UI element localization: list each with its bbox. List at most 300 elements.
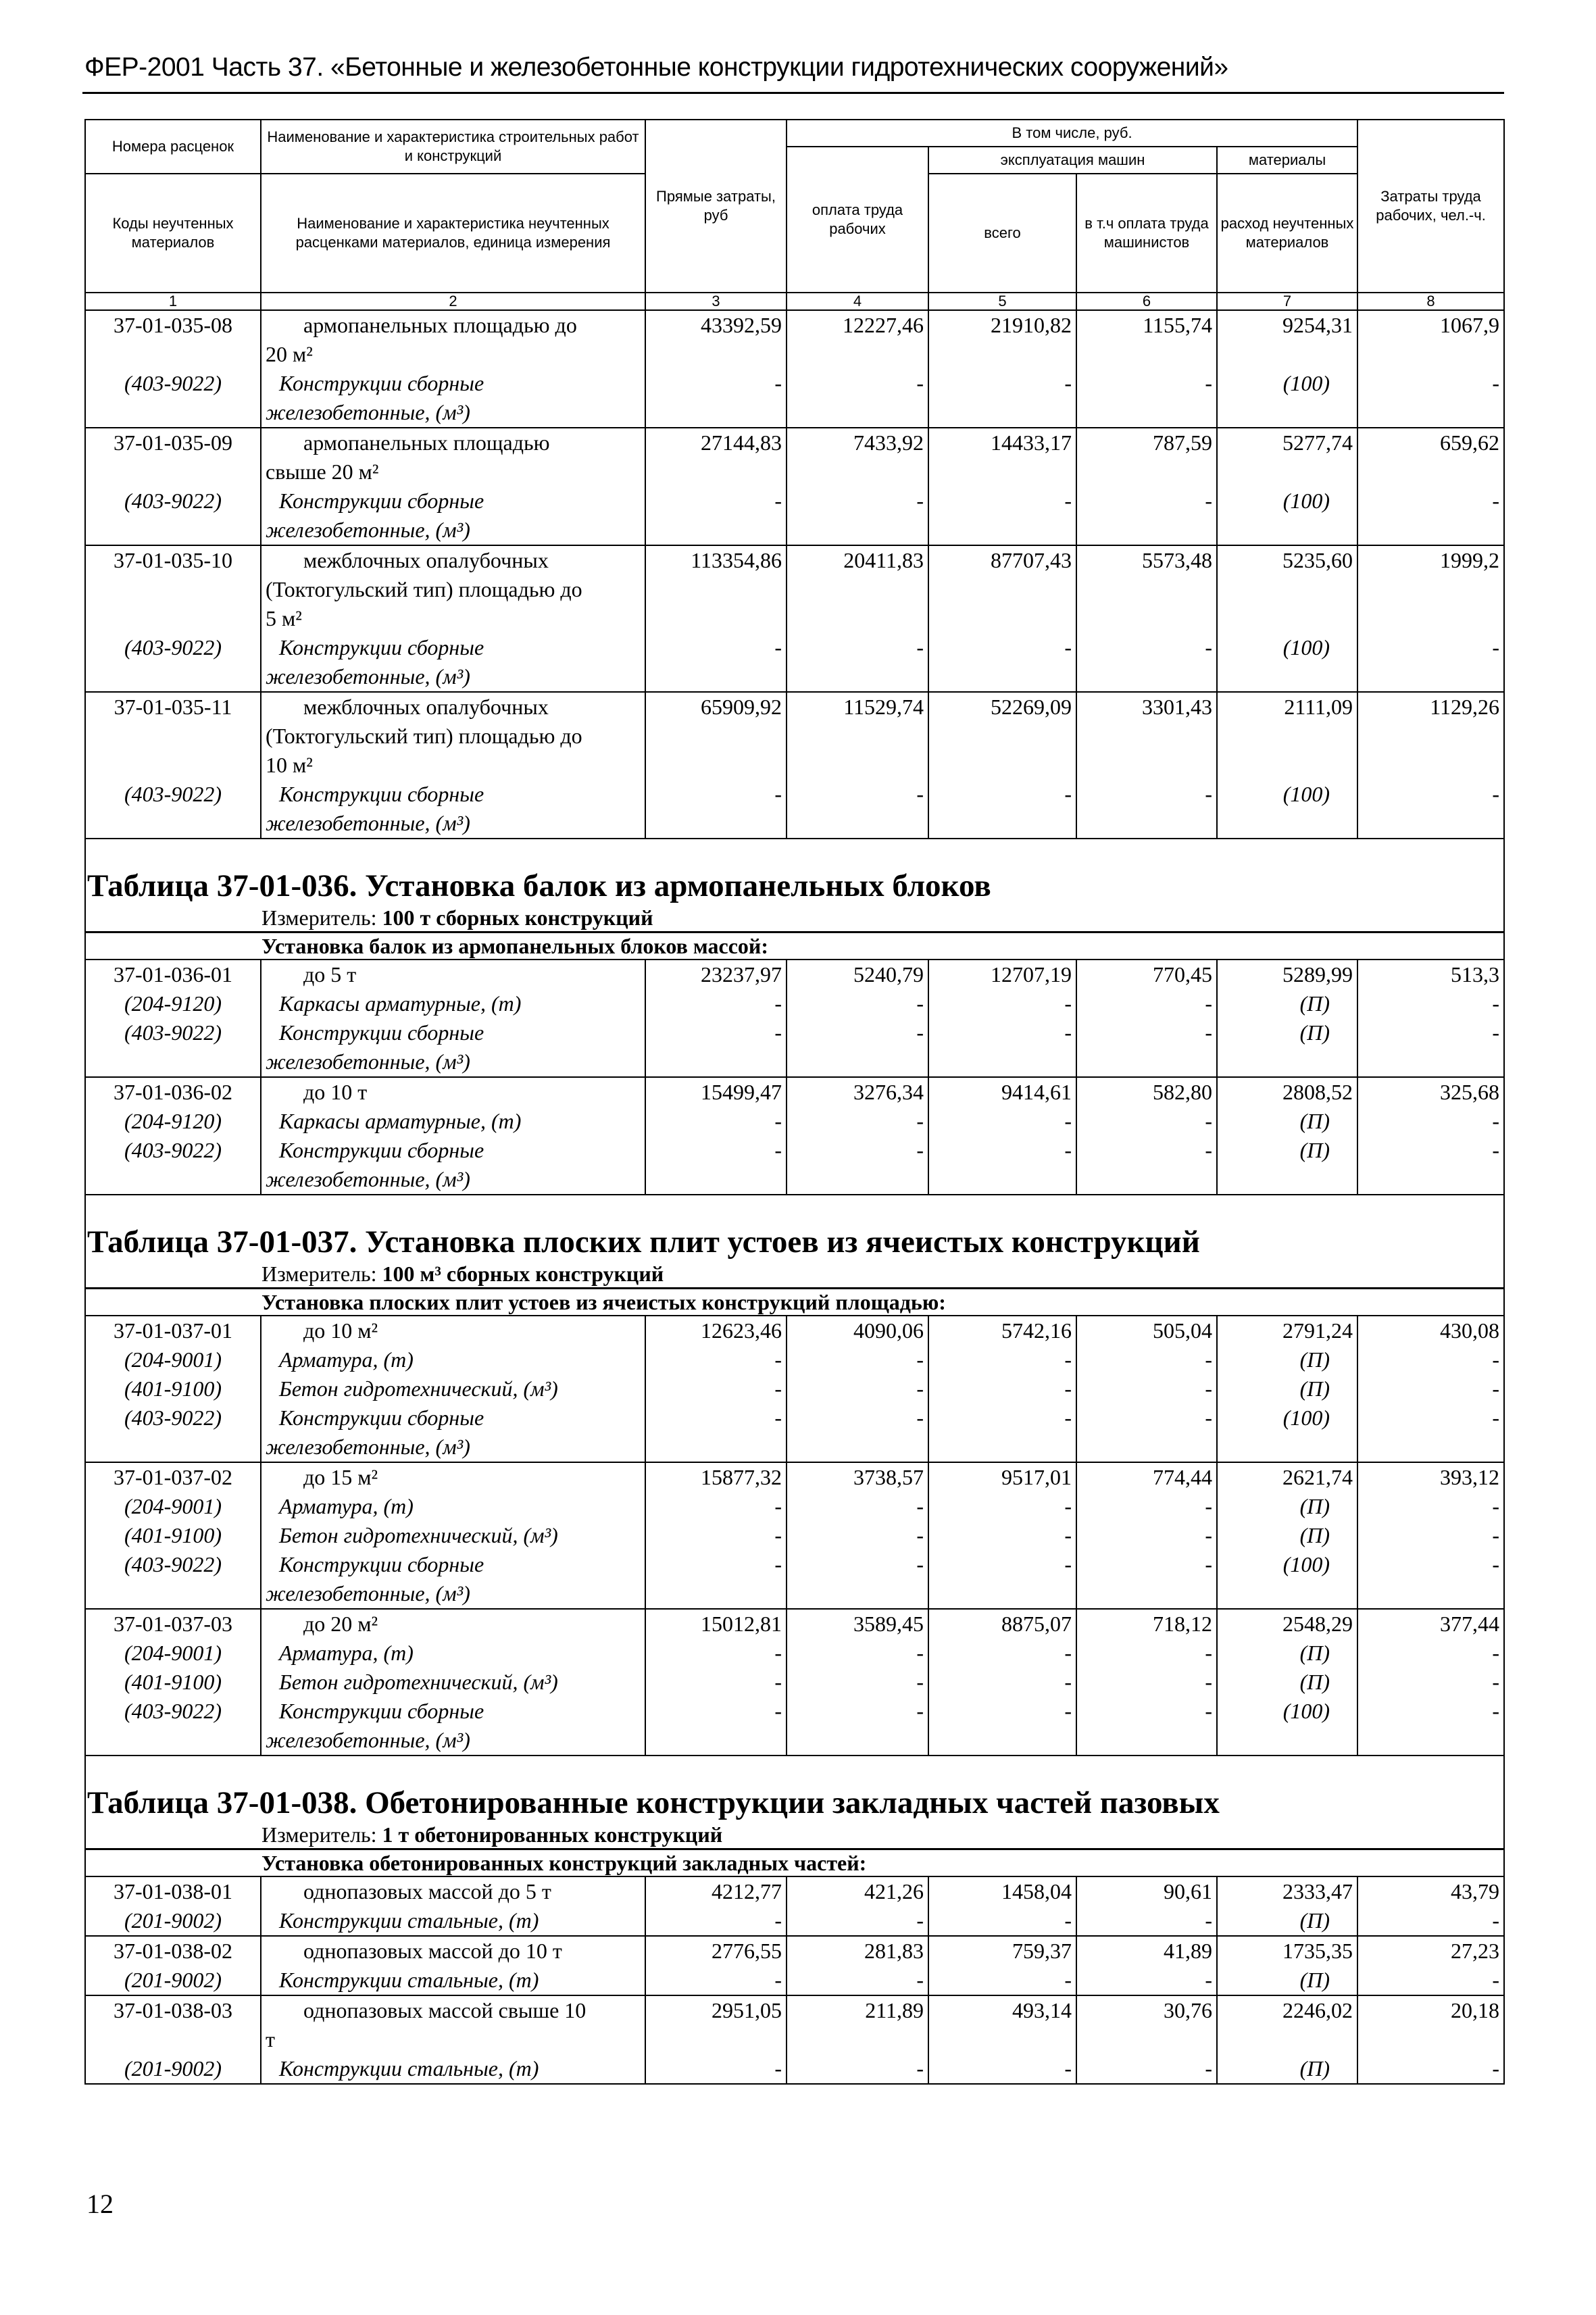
material-value-col6: - (1076, 369, 1217, 428)
material-value-col6: - (1076, 1550, 1217, 1609)
material-row (85, 369, 1504, 428)
material-value-col7: (П) (1217, 1668, 1357, 1697)
material-name: Конструкции сборные железобетонные, (м³) (261, 1697, 645, 1756)
rate-value-col7: 9254,31 (1217, 310, 1357, 369)
rate-name: армопанельных площадью до 20 м² (261, 310, 645, 369)
material-code: (403-9022) (85, 487, 261, 545)
rate-value-col8: 377,44 (1357, 1609, 1504, 1639)
material-value-col6: - (1076, 1697, 1217, 1756)
material-value-col5: - (928, 1639, 1076, 1668)
material-value-col6: - (1076, 1639, 1217, 1668)
material-value-col4: - (787, 1697, 928, 1756)
rate-name: межблочных опалубочных (Токтогульский тип) площадью до 10 м² (261, 692, 645, 780)
rate-value-col8: 1129,26 (1357, 692, 1504, 780)
material-name: Конструкции сборные железобетонные, (м³) (261, 1018, 645, 1077)
rate-code: 37-01-035-11 (85, 692, 261, 780)
rate-value-col3: 2776,55 (645, 1936, 787, 1966)
rate-name: до 15 м² (261, 1462, 645, 1492)
rate-code: 37-01-036-02 (85, 1077, 261, 1107)
rate-value-col6: 5573,48 (1076, 545, 1217, 633)
material-code: (403-9022) (85, 1697, 261, 1756)
material-value-col8: - (1357, 369, 1504, 428)
column-number: 7 (1217, 293, 1357, 310)
unit-label: Измеритель: (261, 1262, 377, 1286)
material-value-col3: - (645, 1966, 787, 1995)
material-row (85, 1668, 1504, 1697)
material-value-col7: (100) (1217, 487, 1357, 545)
col4-header: оплата труда рабочих (787, 147, 928, 293)
material-row (85, 1345, 1504, 1374)
material-value-col4: - (787, 780, 928, 839)
material-code: (201-9002) (85, 2054, 261, 2084)
rate-value-col5: 9414,61 (928, 1077, 1076, 1107)
material-value-col3: - (645, 1018, 787, 1077)
material-value-col8: - (1357, 487, 1504, 545)
rate-value-col7: 2111,09 (1217, 692, 1357, 780)
table-title: Таблица 37-01-038. Обетонированные конструкции закладных частей пазовых (85, 1756, 1504, 1821)
material-row (85, 487, 1504, 545)
rate-value-col4: 5240,79 (787, 960, 928, 989)
material-name: Конструкции сборные железобетонные, (м³) (261, 369, 645, 428)
column-number: 6 (1076, 293, 1217, 310)
material-code: (403-9022) (85, 369, 261, 428)
material-value-col6: - (1076, 1521, 1217, 1550)
material-value-col8: - (1357, 1521, 1504, 1550)
rate-value-col3: 113354,86 (645, 545, 787, 633)
material-value-col4: - (787, 1906, 928, 1936)
rate-value-col5: 8875,07 (928, 1609, 1076, 1639)
material-value-col7: (П) (1217, 1374, 1357, 1403)
material-value-col4: - (787, 1492, 928, 1521)
material-row (85, 1107, 1504, 1136)
column-number: 2 (261, 293, 645, 310)
rate-value-col6: 774,44 (1076, 1462, 1217, 1492)
material-value-col5: - (928, 780, 1076, 839)
material-code: (401-9100) (85, 1521, 261, 1550)
rate-value-col4: 3738,57 (787, 1462, 928, 1492)
material-value-col8: - (1357, 1668, 1504, 1697)
rate-value-col8: 430,08 (1357, 1316, 1504, 1345)
column-number: 8 (1357, 293, 1504, 310)
material-value-col7: (П) (1217, 1136, 1357, 1195)
material-value-col6: - (1076, 1345, 1217, 1374)
rate-value-col4: 12227,46 (787, 310, 928, 369)
rate-row (85, 692, 1504, 780)
rate-value-col3: 43392,59 (645, 310, 787, 369)
material-value-col4: - (787, 1345, 928, 1374)
material-code: (401-9100) (85, 1374, 261, 1403)
material-value-col5: - (928, 1107, 1076, 1136)
material-value-col8: - (1357, 780, 1504, 839)
rate-value-col5: 5742,16 (928, 1316, 1076, 1345)
material-value-col6: - (1076, 1492, 1217, 1521)
material-row (85, 1906, 1504, 1936)
material-name: Бетон гидротехнический, (м³) (261, 1668, 645, 1697)
material-value-col7: (П) (1217, 989, 1357, 1018)
subheading: Установка балок из армопанельных блоков массой: (85, 932, 1504, 960)
material-value-col3: - (645, 1521, 787, 1550)
material-value-col8: - (1357, 1345, 1504, 1374)
rate-code: 37-01-035-10 (85, 545, 261, 633)
rate-value-col8: 1067,9 (1357, 310, 1504, 369)
rate-value-col7: 2621,74 (1217, 1462, 1357, 1492)
material-name: Бетон гидротехнический, (м³) (261, 1374, 645, 1403)
rate-value-col5: 493,14 (928, 1995, 1076, 2054)
rate-value-col7: 5277,74 (1217, 428, 1357, 487)
rate-value-col3: 27144,83 (645, 428, 787, 487)
rate-row (85, 310, 1504, 369)
material-value-col5: - (928, 1668, 1076, 1697)
material-row (85, 1374, 1504, 1403)
material-value-col6: - (1076, 633, 1217, 692)
rate-name: до 20 м² (261, 1609, 645, 1639)
rate-value-col4: 421,26 (787, 1876, 928, 1906)
rate-value-col5: 759,37 (928, 1936, 1076, 1966)
unit-cell (85, 1260, 1504, 1289)
page-header: ФЕР-2001 Часть 37. «Бетонные и железобетонные конструкции гидротехнических сооружений» (84, 53, 1228, 82)
material-value-col7: (100) (1217, 369, 1357, 428)
rate-value-col4: 11529,74 (787, 692, 928, 780)
material-value-col8: - (1357, 1018, 1504, 1077)
rate-value-col7: 2246,02 (1217, 1995, 1357, 2054)
rate-value-col5: 14433,17 (928, 428, 1076, 487)
material-value-col4: - (787, 1966, 928, 1995)
rate-value-col7: 1735,35 (1217, 1936, 1357, 1966)
col1-header-bottom: Коды неучтенных материалов (85, 174, 261, 293)
rate-row (85, 1462, 1504, 1492)
material-value-col5: - (928, 1345, 1076, 1374)
rate-value-col3: 15012,81 (645, 1609, 787, 1639)
col5-header: всего (928, 174, 1076, 293)
rate-value-col7: 2548,29 (1217, 1609, 1357, 1639)
material-value-col3: - (645, 1550, 787, 1609)
material-value-col4: - (787, 1668, 928, 1697)
material-value-col6: - (1076, 780, 1217, 839)
material-value-col7: (П) (1217, 1492, 1357, 1521)
rate-row (85, 1077, 1504, 1107)
rate-value-col3: 4212,77 (645, 1876, 787, 1906)
material-code: (204-9001) (85, 1345, 261, 1374)
material-row (85, 1639, 1504, 1668)
material-value-col3: - (645, 1136, 787, 1195)
material-value-col7: (П) (1217, 1345, 1357, 1374)
material-name: Конструкции стальные, (т) (261, 1906, 645, 1936)
col1-header-top: Номера расценок (85, 120, 261, 174)
col7-header: расход неучтенных материалов (1217, 174, 1357, 293)
material-row (85, 1492, 1504, 1521)
material-value-col5: - (928, 1550, 1076, 1609)
rate-row (85, 428, 1504, 487)
material-value-col7: (П) (1217, 1906, 1357, 1936)
material-name: Конструкции сборные железобетонные, (м³) (261, 1136, 645, 1195)
material-name: Арматура, (т) (261, 1492, 645, 1521)
material-code: (403-9022) (85, 1136, 261, 1195)
material-name: Арматура, (т) (261, 1345, 645, 1374)
material-value-col3: - (645, 487, 787, 545)
material-value-col3: - (645, 1374, 787, 1403)
rate-value-col3: 65909,92 (645, 692, 787, 780)
table-body (85, 120, 1504, 2084)
material-value-col8: - (1357, 1403, 1504, 1462)
column-number: 3 (645, 293, 787, 310)
material-name: Конструкции сборные железобетонные, (м³) (261, 1550, 645, 1609)
material-value-col7: (100) (1217, 1550, 1357, 1609)
material-value-col4: - (787, 369, 928, 428)
material-value-col8: - (1357, 1966, 1504, 1995)
rate-value-col4: 20411,83 (787, 545, 928, 633)
subheading-row (85, 932, 1504, 960)
material-code: (403-9022) (85, 780, 261, 839)
material-row (85, 1018, 1504, 1077)
material-value-col8: - (1357, 1374, 1504, 1403)
unit-value: 1 т обетонированных конструкций (382, 1822, 723, 1847)
rate-name: до 10 м² (261, 1316, 645, 1345)
material-value-col3: - (645, 633, 787, 692)
material-value-col3: - (645, 1639, 787, 1668)
material-code: (403-9022) (85, 1403, 261, 1462)
material-value-col5: - (928, 2054, 1076, 2084)
rate-code: 37-01-038-03 (85, 1995, 261, 2054)
rate-name: однопазовых массой до 10 т (261, 1936, 645, 1966)
rate-value-col6: 41,89 (1076, 1936, 1217, 1966)
material-value-col3: - (645, 1403, 787, 1462)
table-title-row (85, 839, 1504, 904)
table-title-row (85, 1195, 1504, 1260)
unit-cell (85, 1821, 1504, 1849)
header-row-1 (85, 120, 1504, 147)
material-value-col5: - (928, 1136, 1076, 1195)
rate-value-col6: 770,45 (1076, 960, 1217, 989)
material-value-col3: - (645, 1668, 787, 1697)
rate-value-col4: 3276,34 (787, 1077, 928, 1107)
material-code: (204-9120) (85, 989, 261, 1018)
rate-value-col7: 2791,24 (1217, 1316, 1357, 1345)
rate-value-col6: 90,61 (1076, 1876, 1217, 1906)
rate-value-col5: 52269,09 (928, 692, 1076, 780)
unit-row (85, 1260, 1504, 1289)
material-value-col6: - (1076, 1966, 1217, 1995)
material-code: (204-9001) (85, 1639, 261, 1668)
rate-value-col5: 21910,82 (928, 310, 1076, 369)
material-name: Конструкции сборные железобетонные, (м³) (261, 780, 645, 839)
rate-value-col6: 3301,43 (1076, 692, 1217, 780)
material-value-col5: - (928, 1018, 1076, 1077)
rate-code: 37-01-035-08 (85, 310, 261, 369)
material-value-col5: - (928, 633, 1076, 692)
material-value-col5: - (928, 487, 1076, 545)
material-value-col4: - (787, 487, 928, 545)
subheading: Установка обетонированных конструкций закладных частей: (85, 1849, 1504, 1877)
rate-code: 37-01-038-02 (85, 1936, 261, 1966)
material-code: (401-9100) (85, 1668, 261, 1697)
materials-header: материалы (1217, 147, 1357, 174)
material-value-col5: - (928, 1906, 1076, 1936)
header-rule (82, 92, 1504, 94)
subheading: Установка плоских плит устоев из ячеистых конструкций площадью: (85, 1289, 1504, 1316)
material-value-col6: - (1076, 1906, 1217, 1936)
column-number: 4 (787, 293, 928, 310)
col3-header: Прямые затраты, руб (645, 120, 787, 293)
material-value-col6: - (1076, 1403, 1217, 1462)
material-value-col4: - (787, 1107, 928, 1136)
table-title-row (85, 1756, 1504, 1821)
rate-code: 37-01-037-03 (85, 1609, 261, 1639)
material-value-col7: (П) (1217, 1521, 1357, 1550)
rate-row (85, 1995, 1504, 2054)
material-code: (204-9001) (85, 1492, 261, 1521)
rate-value-col6: 718,12 (1076, 1609, 1217, 1639)
rate-value-col7: 2808,52 (1217, 1077, 1357, 1107)
material-value-col4: - (787, 633, 928, 692)
material-value-col6: - (1076, 1018, 1217, 1077)
material-name: Конструкции стальные, (т) (261, 1966, 645, 1995)
material-value-col8: - (1357, 1550, 1504, 1609)
material-code: (403-9022) (85, 633, 261, 692)
rate-row (85, 1936, 1504, 1966)
rate-name: межблочных опалубочных (Токтогульский тип) площадью до 5 м² (261, 545, 645, 633)
material-value-col3: - (645, 369, 787, 428)
material-value-col7: (П) (1217, 1107, 1357, 1136)
material-row (85, 989, 1504, 1018)
rate-value-col7: 5289,99 (1217, 960, 1357, 989)
rate-name: до 10 т (261, 1077, 645, 1107)
material-value-col7: (П) (1217, 1018, 1357, 1077)
rate-value-col6: 30,76 (1076, 1995, 1217, 2054)
material-code: (201-9002) (85, 1966, 261, 1995)
material-row (85, 1697, 1504, 1756)
material-code: (201-9002) (85, 1906, 261, 1936)
rate-value-col6: 505,04 (1076, 1316, 1217, 1345)
material-row (85, 1966, 1504, 1995)
rate-code: 37-01-035-09 (85, 428, 261, 487)
material-value-col5: - (928, 1697, 1076, 1756)
material-value-col4: - (787, 1550, 928, 1609)
rate-name: армопанельных площадью свыше 20 м² (261, 428, 645, 487)
unit-value: 100 м³ сборных конструкций (382, 1262, 664, 1286)
table-title: Таблица 37-01-036. Установка балок из армопанельных блоков (85, 839, 1504, 904)
material-value-col3: - (645, 1697, 787, 1756)
material-name: Конструкции стальные, (т) (261, 2054, 645, 2084)
unit-cell (85, 904, 1504, 932)
material-value-col5: - (928, 1966, 1076, 1995)
rate-row (85, 960, 1504, 989)
material-value-col6: - (1076, 1107, 1217, 1136)
material-value-col5: - (928, 989, 1076, 1018)
material-name: Конструкции сборные железобетонные, (м³) (261, 487, 645, 545)
material-value-col8: - (1357, 1697, 1504, 1756)
material-value-col5: - (928, 1374, 1076, 1403)
material-value-col4: - (787, 1521, 928, 1550)
rate-value-col6: 582,80 (1076, 1077, 1217, 1107)
rate-name: до 5 т (261, 960, 645, 989)
material-value-col4: - (787, 1018, 928, 1077)
material-name: Бетон гидротехнический, (м³) (261, 1521, 645, 1550)
material-value-col7: (100) (1217, 633, 1357, 692)
material-row (85, 1403, 1504, 1462)
material-value-col7: (П) (1217, 2054, 1357, 2084)
material-value-col6: - (1076, 989, 1217, 1018)
rate-value-col3: 12623,46 (645, 1316, 787, 1345)
subheading-row (85, 1289, 1504, 1316)
material-value-col4: - (787, 989, 928, 1018)
rate-row (85, 1316, 1504, 1345)
material-value-col5: - (928, 369, 1076, 428)
unit-row (85, 1821, 1504, 1849)
rate-value-col7: 5235,60 (1217, 545, 1357, 633)
subheading-row (85, 1849, 1504, 1877)
material-value-col8: - (1357, 1107, 1504, 1136)
material-value-col7: (100) (1217, 1697, 1357, 1756)
rate-value-col5: 1458,04 (928, 1876, 1076, 1906)
unit-label: Измеритель: (261, 905, 377, 930)
material-row (85, 1136, 1504, 1195)
material-value-col5: - (928, 1403, 1076, 1462)
material-value-col8: - (1357, 1906, 1504, 1936)
material-code: (403-9022) (85, 1550, 261, 1609)
column-number: 5 (928, 293, 1076, 310)
rate-value-col4: 7433,92 (787, 428, 928, 487)
rate-code: 37-01-037-01 (85, 1316, 261, 1345)
material-value-col6: - (1076, 1668, 1217, 1697)
material-value-col4: - (787, 1374, 928, 1403)
rate-value-col3: 23237,97 (645, 960, 787, 989)
material-row (85, 1550, 1504, 1609)
material-name: Конструкции сборные железобетонные, (м³) (261, 1403, 645, 1462)
rate-code: 37-01-037-02 (85, 1462, 261, 1492)
rate-value-col4: 3589,45 (787, 1609, 928, 1639)
material-value-col5: - (928, 1492, 1076, 1521)
group-header: В том числе, руб. (787, 120, 1357, 147)
material-value-col6: - (1076, 1136, 1217, 1195)
rate-code: 37-01-038-01 (85, 1876, 261, 1906)
material-value-col4: - (787, 1639, 928, 1668)
rate-value-col3: 15877,32 (645, 1462, 787, 1492)
material-name: Арматура, (т) (261, 1639, 645, 1668)
col8-header: Затраты труда рабочих, чел.-ч. (1357, 120, 1504, 293)
rate-name: однопазовых массой свыше 10 т (261, 1995, 645, 2054)
material-value-col6: - (1076, 2054, 1217, 2084)
material-value-col4: - (787, 1136, 928, 1195)
table-title: Таблица 37-01-037. Установка плоских плит устоев из ячеистых конструкций (85, 1195, 1504, 1260)
price-table (84, 119, 1505, 2085)
material-code: (403-9022) (85, 1018, 261, 1077)
col2-header-top: Наименование и характеристика строительных работ и конструкций (261, 120, 645, 174)
material-value-col7: (П) (1217, 1966, 1357, 1995)
material-name: Каркасы арматурные, (т) (261, 989, 645, 1018)
material-value-col8: - (1357, 989, 1504, 1018)
material-value-col3: - (645, 1107, 787, 1136)
machines-header: эксплуатация машин (928, 147, 1217, 174)
rate-value-col3: 2951,05 (645, 1995, 787, 2054)
rate-value-col8: 393,12 (1357, 1462, 1504, 1492)
rate-value-col6: 1155,74 (1076, 310, 1217, 369)
rate-value-col7: 2333,47 (1217, 1876, 1357, 1906)
material-value-col5: - (928, 1521, 1076, 1550)
rate-value-col6: 787,59 (1076, 428, 1217, 487)
material-row (85, 780, 1504, 839)
page-number: 12 (86, 2189, 114, 2219)
column-numbers-row (85, 293, 1504, 310)
col6-header: в т.ч оплата труда машинистов (1076, 174, 1217, 293)
unit-value: 100 т сборных конструкций (382, 905, 653, 930)
rate-value-col8: 1999,2 (1357, 545, 1504, 633)
material-value-col6: - (1076, 487, 1217, 545)
material-name: Каркасы арматурные, (т) (261, 1107, 645, 1136)
rate-value-col8: 659,62 (1357, 428, 1504, 487)
material-code: (204-9120) (85, 1107, 261, 1136)
material-value-col3: - (645, 780, 787, 839)
material-value-col8: - (1357, 2054, 1504, 2084)
